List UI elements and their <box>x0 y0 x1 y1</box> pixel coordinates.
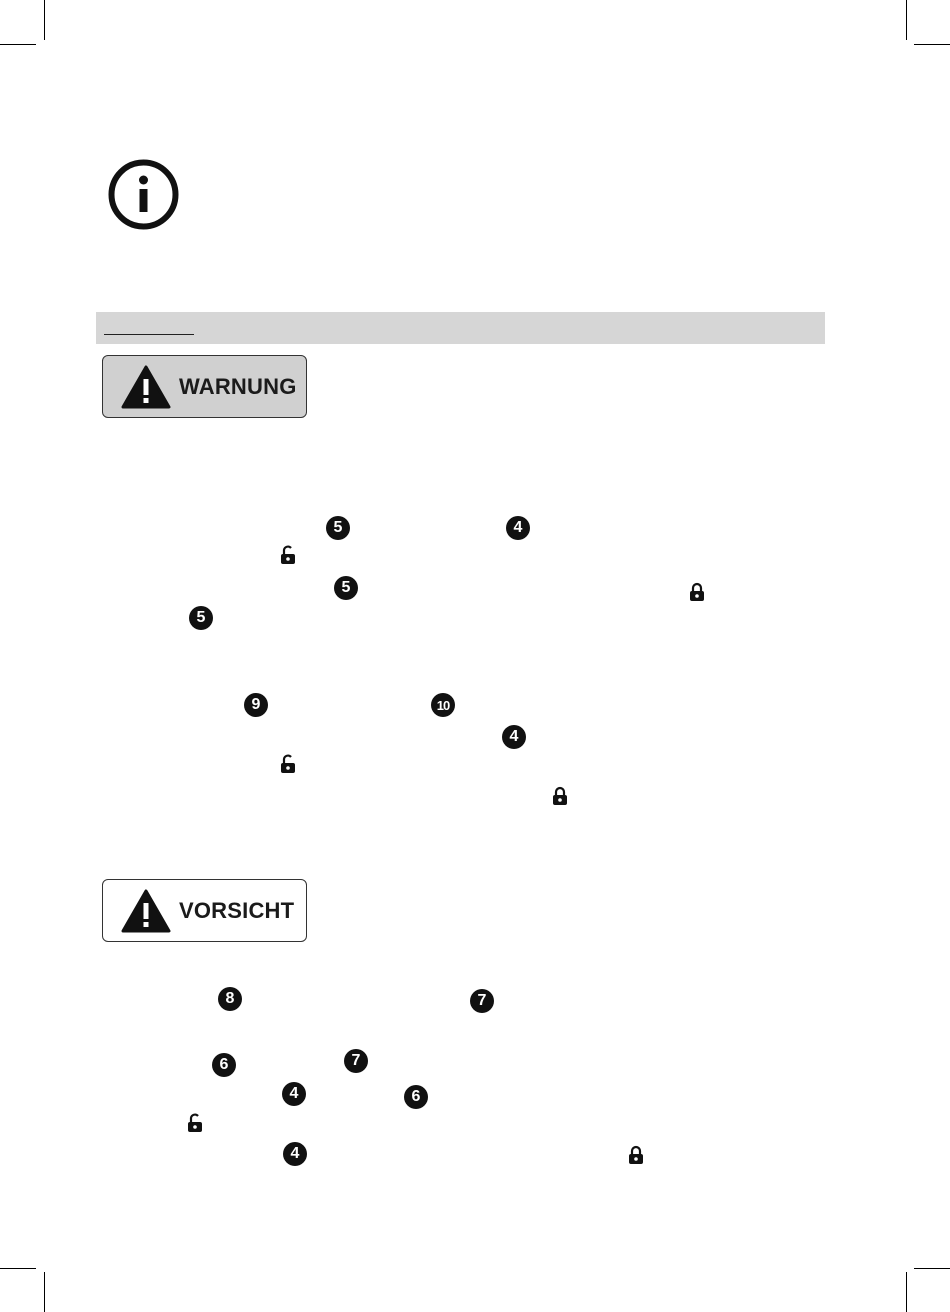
crop-mark <box>44 0 45 40</box>
callout-number: 8 <box>218 987 242 1011</box>
callout-number: 6 <box>212 1053 236 1077</box>
callout-number: 4 <box>502 725 526 749</box>
callout-number: 5 <box>189 606 213 630</box>
padlock-open-icon <box>187 1113 203 1133</box>
exclamation-triangle-icon <box>121 889 171 933</box>
callout-number: 5 <box>334 576 358 600</box>
callout-number: 5 <box>326 516 350 540</box>
warning-label: WARNUNG <box>179 373 297 399</box>
callout-number: 7 <box>344 1049 368 1073</box>
callout-number: 6 <box>404 1085 428 1109</box>
padlock-closed-icon <box>552 786 568 806</box>
crop-mark <box>906 0 907 40</box>
callout-number: 10 <box>431 693 455 717</box>
padlock-closed-icon <box>628 1145 644 1165</box>
crop-mark <box>914 1268 950 1269</box>
exclamation-triangle-icon <box>121 365 171 409</box>
crop-mark <box>914 44 950 45</box>
crop-mark <box>44 1272 45 1312</box>
heading-underline <box>104 334 194 335</box>
callout-number: 7 <box>470 989 494 1013</box>
callout-number: 4 <box>282 1082 306 1106</box>
info-circle-icon <box>107 158 180 231</box>
crop-mark <box>0 1268 36 1269</box>
callout-number: 4 <box>283 1142 307 1166</box>
warning-badge <box>102 355 307 418</box>
callout-number: 9 <box>244 693 268 717</box>
section-header-bar <box>96 312 825 344</box>
padlock-closed-icon <box>689 582 705 602</box>
crop-mark <box>906 1272 907 1312</box>
caution-badge <box>102 879 307 942</box>
padlock-open-icon <box>280 754 296 774</box>
padlock-open-icon <box>280 545 296 565</box>
caution-label: VORSICHT <box>179 897 295 923</box>
callout-number: 4 <box>506 516 530 540</box>
crop-mark <box>0 44 36 45</box>
